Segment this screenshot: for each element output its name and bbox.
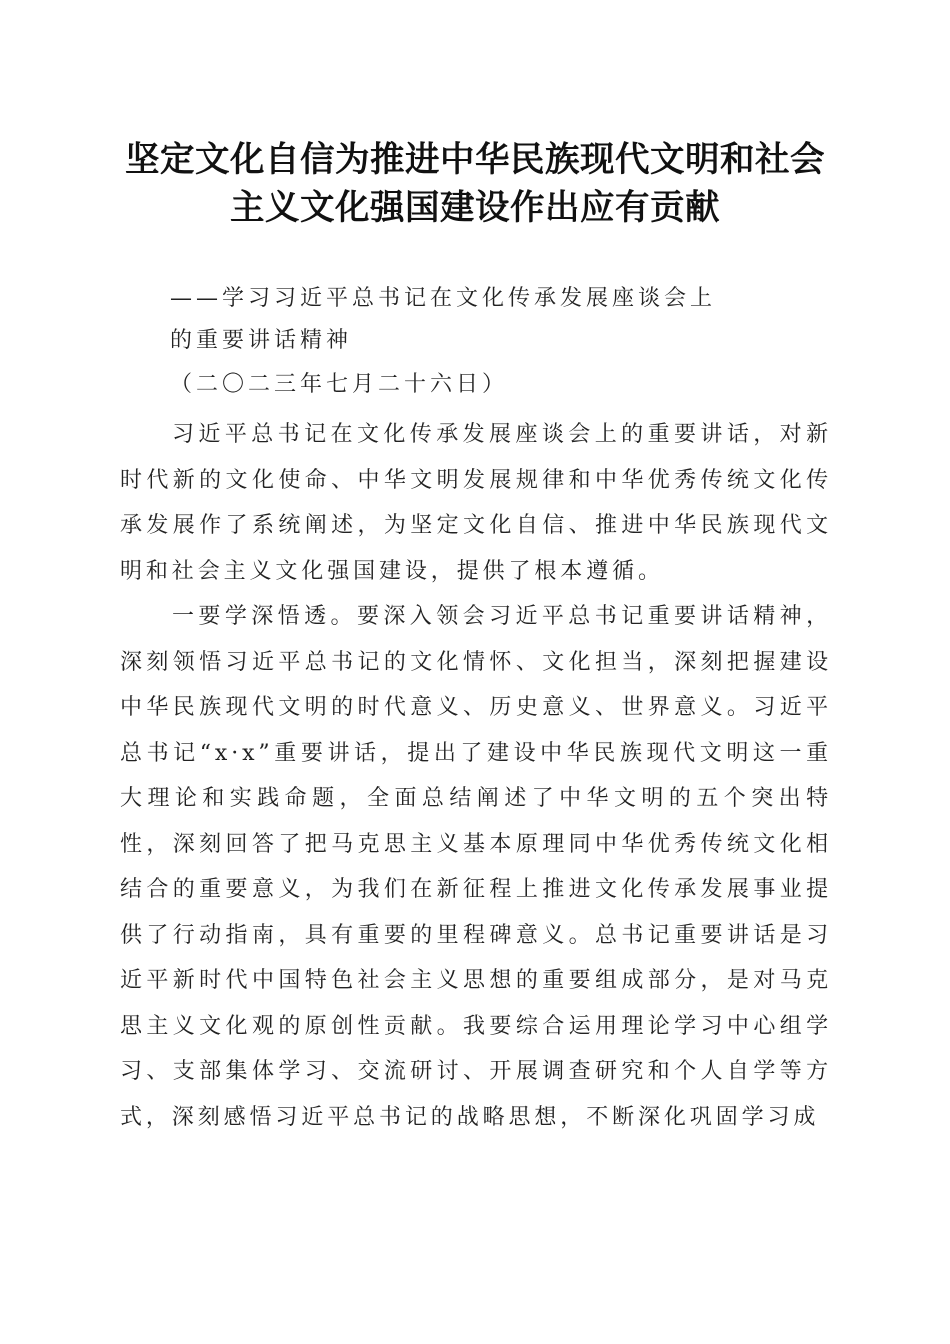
subtitle-line-1: ——学习习近平总书记在文化传承发展座谈会上 bbox=[170, 286, 717, 311]
subtitle-line-2: 的重要讲话精神 bbox=[170, 328, 353, 353]
title-line-1: 坚定文化自信为推进中华民族现代文明和社会 bbox=[125, 140, 825, 180]
body-paragraph: 一要学深悟透。要深入领会习近平总书记重要讲话精神，深刻领悟习近平总书记的文化情怀、文化担当，深刻把握建设中华民族现代文明的时代意义、历史意义、世界意义。习近平总书记“x·x”重要讲话，提出了建设中华民族现代文明这一重大理论和实践命题，全面总结阐述了中华文明的五个突出特性，深刻回答了把马克思主义基本原理同中华优秀传统文化相结合的重要意义，为我们在新征程上推进文化传承发展事业提供了行动指南，具有重要的里程碑意义。总书记重要讲话是习近平新时代中国特色社会主义思想的重要组成部分，是对马克思主义文化观的原创性贡献。我要综合运用理论学习中心组学习、支部集体学习、交流研讨、开展调查研究和个人自学等方式，深刻感悟习近平总书记的战略思想，不断深化巩固学习成 bbox=[120, 604, 832, 1130]
title-line-2: 主义文化强国建设作出应有贡献 bbox=[230, 188, 720, 228]
body-paragraph: 习近平总书记在文化传承发展座谈会上的重要讲话，对新时代新的文化使命、中华文明发展规律和中华优秀传统文化传承发展作了系统阐述，为坚定文化自信、推进中华民族现代文明和社会主义文化强国建设，提供了根本遵循。 bbox=[120, 422, 832, 584]
document-title bbox=[100, 136, 850, 232]
document-date: （二〇二三年七月二十六日） bbox=[170, 372, 509, 397]
